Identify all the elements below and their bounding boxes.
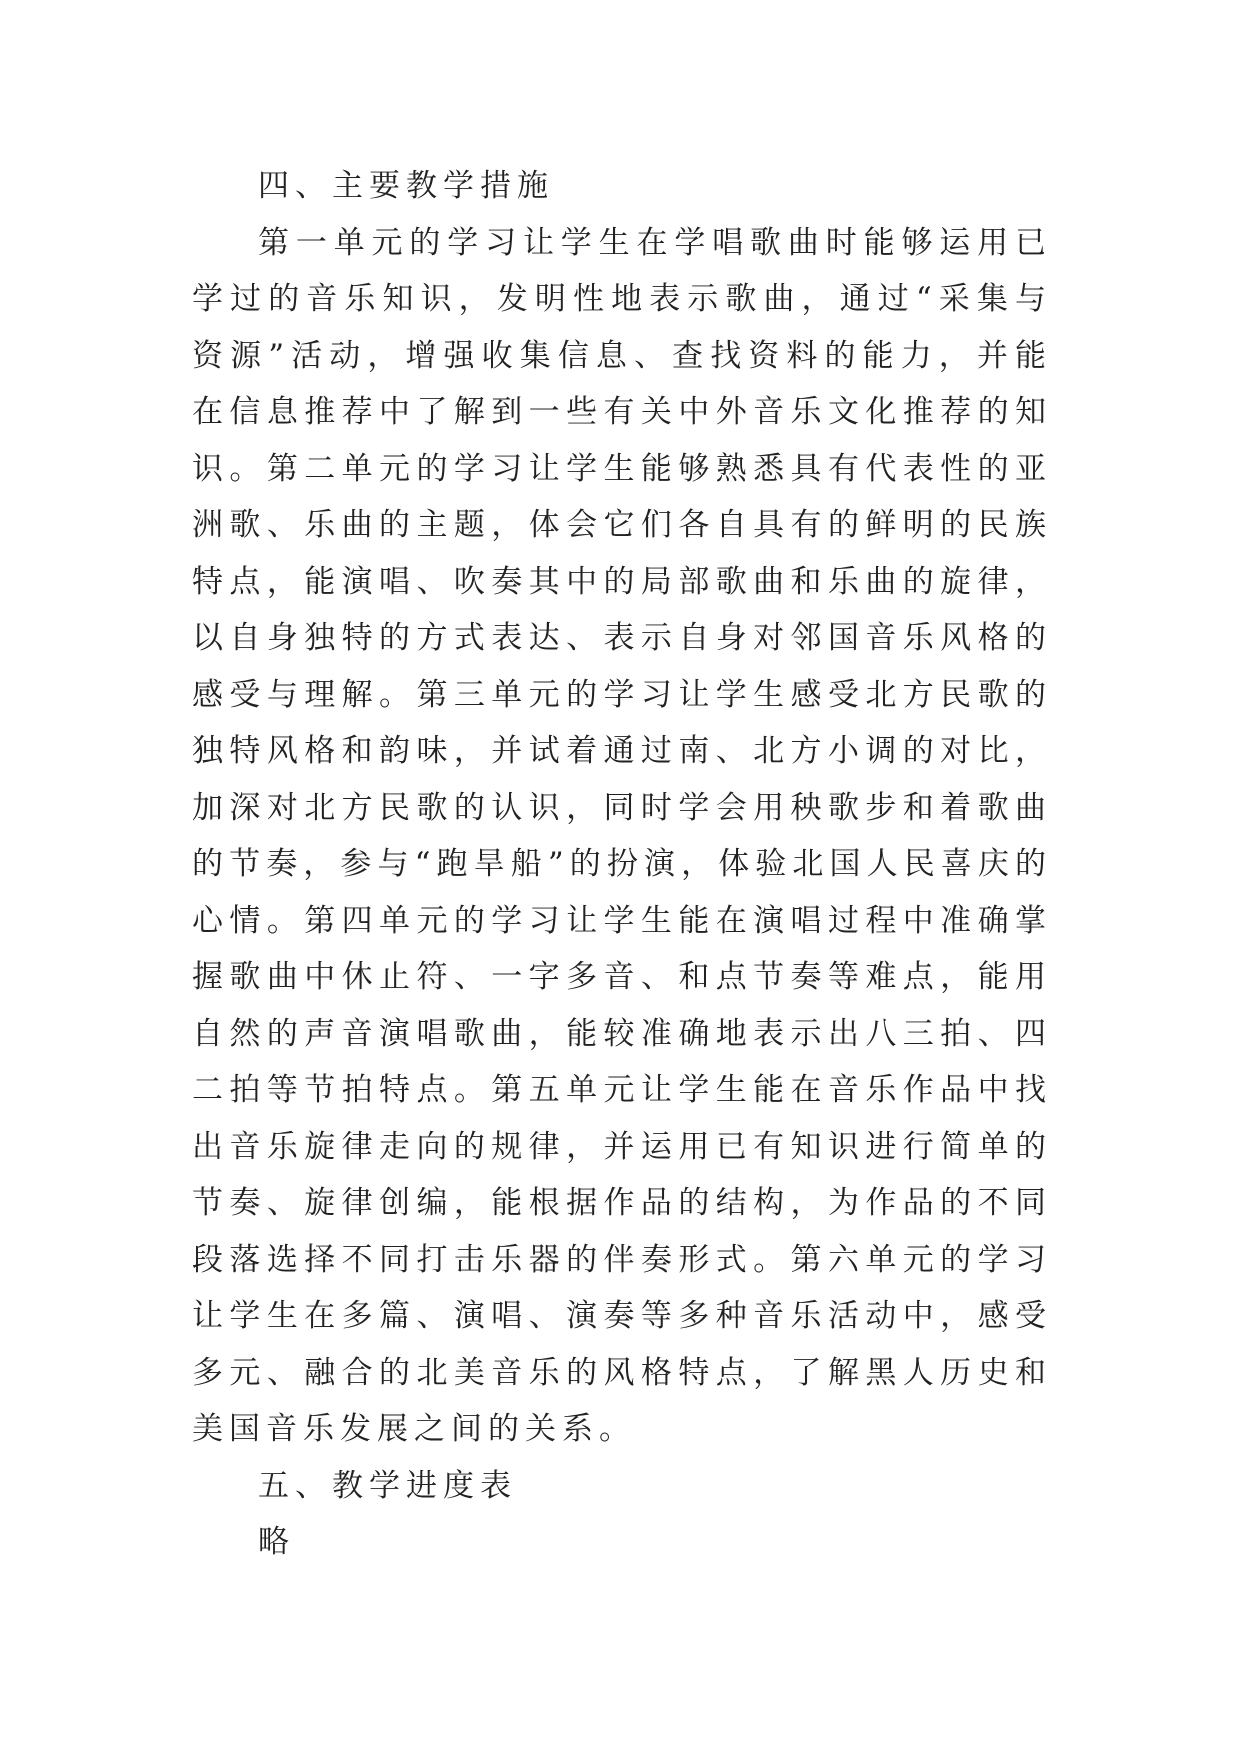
section-5-heading: 五、教学进度表 <box>258 1467 517 1504</box>
section-5-body: 略 <box>258 1524 295 1560</box>
section-4-paragraph: 第一单元的学习让学生在学唱歌曲时能够运用已学过的音乐知识，发明性地表示歌曲，通过“采集与资源”活动，增强收集信息、查找资料的能力，并能在信息推荐中了解到一些有关中外音乐文化推荐的知识。第二单元的学习让学生能够熟悉具有代表性的亚洲歌、乐曲的主题，体会它们各自具有的鲜明的民族特点，能演唱、吹奏其中的局部歌曲和乐曲的旋律，以自身独特的方式表达、表示自身对邻国音乐风格的感受与理解。第三单元的学习让学生感受北方民歌的独特风格和韵味，并试着通过南、北方小调的对比，加深对北方民歌的认识，同时学会用秧歌步和着歌曲的节奏，参与“跑旱船”的扮演，体验北国人民喜庆的心情。第四单元的学习让学生能在演唱过程中准确掌握歌曲中休止符、一字多音、和点节奏等难点，能用自然的声音演唱歌曲，能较准确地表示出八三拍、四二拍等节拍特点。第五单元让学生能在音乐作品中找出音乐旋律走向的规律，并运用已有知识进行简单的节奏、旋律创编，能根据作品的结构，为作品的不同段落选择不同打击乐器的伴奏形式。第六单元的学习让学生在多篇、演唱、演奏等多种音乐活动中，感受多元、融合的北美音乐的风格特点，了解黑人历史和美国音乐发展之间的关系。 <box>192 224 1052 1447</box>
document-body <box>192 158 1052 1571</box>
section-4-heading: 四、主要教学措施 <box>258 168 554 204</box>
